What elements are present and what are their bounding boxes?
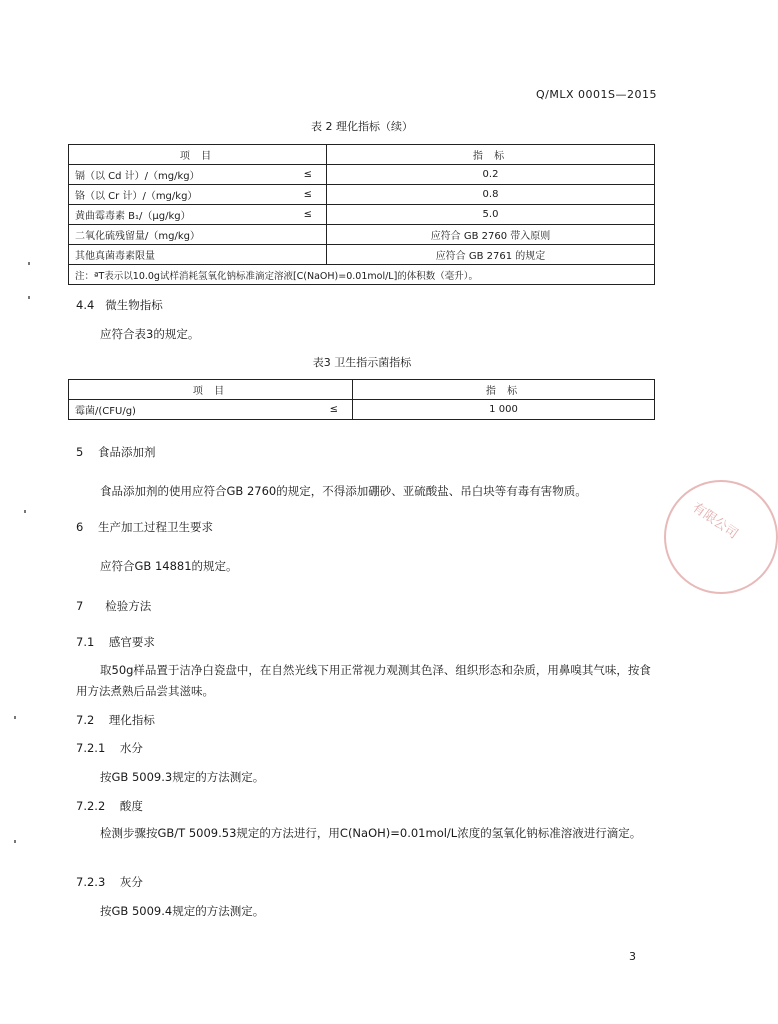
table3-caption: 表3 卫生指示菌指标: [312, 356, 412, 369]
table2: [68, 144, 655, 285]
table2-note-row: [69, 265, 655, 285]
row-comparator: ≤: [259, 185, 327, 205]
section-title: 灰分: [119, 875, 143, 889]
section-number: 7.1: [76, 635, 95, 649]
section-heading-5: [76, 444, 155, 460]
table-row: [69, 225, 655, 245]
paragraph: 检测步骤按GB/T 5009.53规定的方法进行，用C(NaOH)=0.01mol/L浓度的氢氧化钠标准溶液进行滴定。: [100, 826, 642, 840]
scan-speck: [28, 262, 30, 265]
standard-code: Q/MLX 0001S—2015: [536, 88, 657, 101]
scan-speck: [14, 840, 16, 843]
row-value: 应符合 GB 2761 的规定: [327, 245, 655, 265]
section-title: 微生物指标: [105, 298, 163, 312]
paragraph: 取50g样品置于洁净白瓷盘中，在自然光线下用正常视力观测其色泽、组织形态和杂质，用鼻嗅其气味，按食用方法煮熟后品尝其滋味。: [76, 663, 651, 698]
section-heading-7: [76, 598, 151, 614]
paragraph: 按GB 5009.3规定的方法测定。: [100, 770, 265, 784]
row-comparator: ≤: [259, 165, 327, 185]
row-item: 二氧化硫残留量/（mg/kg）: [69, 225, 259, 245]
section-number: 4.4: [76, 298, 95, 312]
table3-col-item: 项 目: [69, 380, 353, 400]
table-row: [69, 245, 655, 265]
section-heading-7-1: [76, 634, 155, 650]
table-row: [69, 185, 655, 205]
company-seal: [664, 480, 778, 594]
paragraph: 应符合GB 14881的规定。: [100, 559, 238, 573]
row-item: 镉（以 Cd 计）/（mg/kg）: [69, 165, 259, 185]
section-number: 5: [76, 445, 84, 459]
section-number: 7: [76, 599, 84, 613]
section-title: 检验方法: [105, 599, 152, 613]
row-value: 5.0: [327, 205, 655, 225]
row-comparator: [259, 245, 327, 265]
table-row: [69, 205, 655, 225]
table2-caption: 表 2 理化指标（续）: [311, 120, 413, 133]
section-number: 7.2.3: [76, 875, 106, 889]
section-heading-7-2: [76, 712, 155, 728]
section-number: 7.2.2: [76, 799, 106, 813]
row-item: 霉菌/(CFU/g): [69, 400, 279, 420]
section-title: 水分: [119, 741, 143, 755]
paragraph: 食品添加剂的使用应符合GB 2760的规定，不得添加硼砂、亚硫酸盐、吊白块等有毒有害物质。: [100, 484, 587, 498]
scan-speck: [24, 510, 26, 513]
row-item: 黄曲霉毒素 B₁/（μg/kg）: [69, 205, 259, 225]
section-heading-6: [76, 519, 213, 535]
section-heading-7-2-3: [76, 874, 143, 890]
company-seal-text: 有限公司: [689, 500, 741, 543]
page-number: 3: [629, 950, 636, 963]
section-title: 生产加工过程卫生要求: [97, 520, 213, 534]
scan-speck: [14, 716, 16, 719]
section-heading-7-2-1: [76, 740, 143, 756]
table2-col-index: 指 标: [327, 145, 655, 165]
row-value: 0.2: [327, 165, 655, 185]
table2-col-item: 项 目: [69, 145, 327, 165]
table3-header-row: [69, 380, 655, 400]
section-title: 食品添加剂: [97, 445, 156, 459]
row-comparator: ≤: [259, 205, 327, 225]
paragraph: 按GB 5009.4规定的方法测定。: [100, 904, 265, 918]
section-title: 感官要求: [108, 635, 155, 649]
section-number: 6: [76, 520, 84, 534]
row-item: 其他真菌毒素限量: [69, 245, 259, 265]
table-row: [69, 400, 655, 420]
table-row: [69, 165, 655, 185]
section-heading-7-2-2: [76, 798, 143, 814]
row-value: 应符合 GB 2760 带入原则: [327, 225, 655, 245]
section-number: 7.2: [76, 713, 95, 727]
row-comparator: ≤: [279, 400, 353, 420]
table2-header-row: [69, 145, 655, 165]
row-item: 铬（以 Cr 计）/（mg/kg）: [69, 185, 259, 205]
section-title: 酸度: [119, 799, 143, 813]
row-value: 1 000: [353, 400, 655, 420]
section-heading-4-4: [76, 297, 163, 313]
table2-note: 注：ªT表示以10.0g试样消耗氢氧化钠标准滴定溶液[C(NaOH)=0.01mol/L]的体积数（毫升）。: [69, 265, 655, 285]
section-number: 7.2.1: [76, 741, 106, 755]
paragraph: 应符合表3的规定。: [100, 327, 200, 341]
scan-speck: [28, 296, 30, 299]
table3: [68, 379, 655, 420]
table3-col-index: 指 标: [353, 380, 655, 400]
row-value: 0.8: [327, 185, 655, 205]
section-title: 理化指标: [108, 713, 155, 727]
row-comparator: [259, 225, 327, 245]
